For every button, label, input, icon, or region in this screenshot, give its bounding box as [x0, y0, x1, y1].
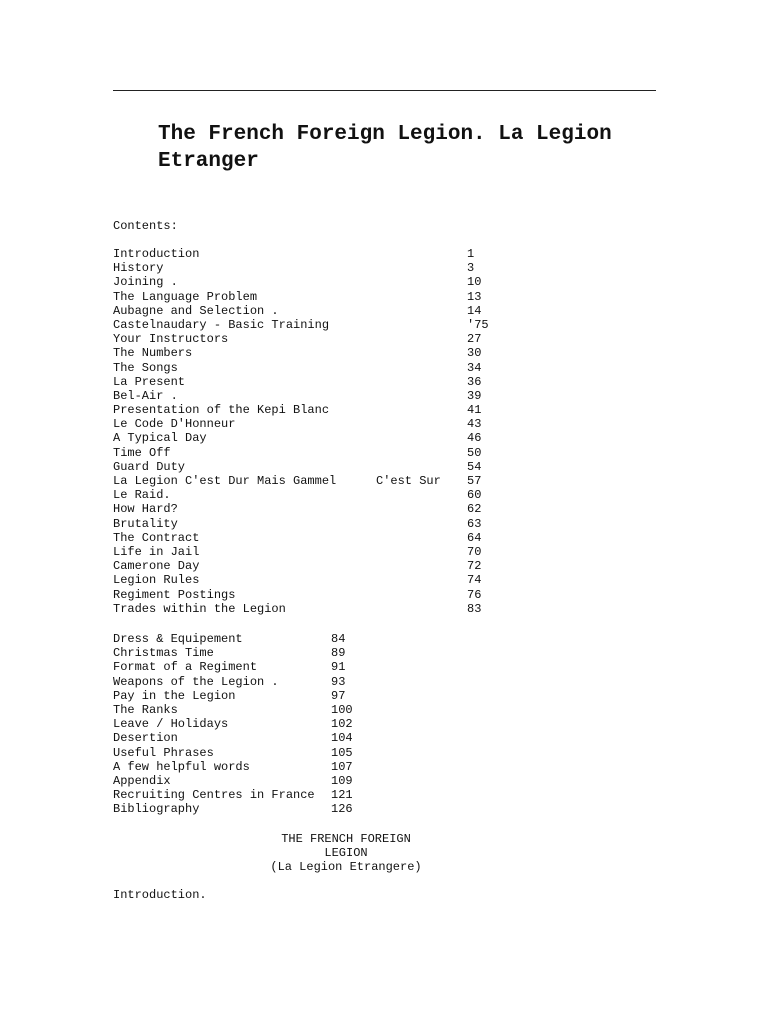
- toc-entry-note: C'est Sur: [376, 474, 441, 488]
- toc-entry-page: 27: [467, 332, 482, 347]
- toc-entry-page: 30: [467, 346, 482, 361]
- toc-entry-title: Introduction: [113, 247, 200, 261]
- toc-entry-page: 74: [467, 573, 482, 588]
- toc-entry-title: Weapons of the Legion .: [113, 674, 279, 689]
- toc-entry-page: 70: [467, 544, 482, 559]
- toc-entry-page: 14: [467, 303, 482, 318]
- toc-entry-page: 54: [467, 459, 482, 474]
- toc-entry-page: 57: [467, 474, 482, 488]
- toc-entry-page: 72: [467, 559, 482, 574]
- toc-entry-title: Brutality: [113, 516, 178, 531]
- toc-entry-page: 34: [467, 360, 482, 375]
- toc-entry-title: La Present: [113, 374, 186, 389]
- toc-entry-page: 39: [467, 388, 482, 403]
- toc-entry-page: 121: [331, 788, 353, 803]
- toc-entry-title: Recruiting Centres in France: [113, 788, 315, 803]
- toc-entry-page: 62: [467, 502, 482, 517]
- contents-label: Contents:: [113, 219, 178, 233]
- toc-entry-page: 102: [331, 717, 353, 732]
- toc-entry-page: 41: [467, 403, 482, 418]
- toc-entry-title: The Ranks: [113, 702, 178, 717]
- toc-entry-title: Leave / Holidays: [113, 717, 229, 732]
- toc-entry-page: 60: [467, 488, 482, 503]
- section-heading-line2: LEGION: [324, 846, 368, 861]
- toc-entry-title: Trades within the Legion: [113, 601, 286, 616]
- toc-entry-page: 107: [331, 759, 353, 774]
- toc-entry-title: Life in Jail: [113, 544, 200, 559]
- toc-entry-title: Your Instructors: [113, 332, 229, 347]
- toc-entry-page: 10: [467, 275, 482, 290]
- toc-entry-title: Pay in the Legion: [113, 688, 236, 703]
- toc-entry-title: Appendix: [113, 773, 171, 788]
- toc-entry-title: Aubagne and Selection .: [113, 303, 279, 318]
- toc-entry-title: Castelnaudary - Basic Training: [113, 317, 330, 332]
- toc-entry-title: Legion Rules: [113, 573, 200, 588]
- toc-entry-title: Joining .: [113, 275, 178, 290]
- toc-entry-page: 93: [331, 674, 346, 689]
- toc-entry-page: 89: [331, 646, 346, 661]
- top-divider: [113, 90, 656, 91]
- toc-entry-page: 1: [467, 247, 475, 261]
- toc-entry-page: '75: [467, 317, 489, 332]
- toc-entry-title: Le Code D'Honneur: [113, 417, 236, 432]
- section-heading-line1: THE FRENCH FOREIGN: [281, 832, 411, 846]
- toc-entry-title: Christmas Time: [113, 646, 214, 661]
- toc-entry-title: Format of a Regiment: [113, 660, 258, 675]
- toc-entry-title: The Songs: [113, 360, 178, 375]
- document-title: The French Foreign Legion. La Legion Etranger: [158, 123, 612, 173]
- toc-entry-page: 43: [467, 417, 482, 432]
- toc-entry-title: Dress & Equipement: [113, 632, 243, 646]
- toc-entry-page: 13: [467, 289, 482, 304]
- section-heading: [113, 832, 579, 875]
- toc-entry-title: La Legion C'est Dur Mais Gammel: [113, 474, 337, 488]
- toc-entry-title: Regiment Postings: [113, 587, 236, 602]
- toc-entry-title: Presentation of the Kepi Blanc: [113, 403, 330, 418]
- toc-entry-title: Desertion: [113, 731, 178, 746]
- section-heading-line3: (La Legion Etrangere): [270, 860, 422, 875]
- toc-entry-title: The Numbers: [113, 346, 193, 361]
- toc-entry-page: 84: [331, 632, 346, 646]
- toc-entry-page: 76: [467, 587, 482, 602]
- toc-entry-page: 83: [467, 601, 482, 616]
- toc-entry-page: 105: [331, 745, 353, 760]
- toc-entry-title: Le Raid.: [113, 488, 171, 503]
- toc-entry-title: Bibliography: [113, 802, 200, 817]
- toc-entry-title: Bel-Air .: [113, 388, 178, 403]
- toc-entry-page: 64: [467, 530, 482, 545]
- toc-entry-page: 91: [331, 660, 346, 675]
- toc-entry-title: A Typical Day: [113, 431, 207, 446]
- toc-entry-title: Useful Phrases: [113, 745, 214, 760]
- toc-entry-page: 3: [467, 261, 475, 276]
- toc-entry-page: 109: [331, 773, 353, 788]
- toc-entry-title: History: [113, 261, 164, 276]
- toc-entry-title: How Hard?: [113, 502, 178, 517]
- toc-entry-page: 63: [467, 516, 482, 531]
- toc-entry-page: 46: [467, 431, 482, 446]
- toc-entry-title: Camerone Day: [113, 559, 200, 574]
- toc-entry-title: A few helpful words: [113, 759, 250, 774]
- toc-entry-page: 104: [331, 731, 353, 746]
- toc-entry-page: 100: [331, 702, 353, 717]
- toc-entry-page: 126: [331, 802, 353, 817]
- introduction-label: Introduction.: [113, 888, 207, 902]
- toc-entry-page: 50: [467, 445, 482, 460]
- toc-entry-page: 36: [467, 374, 482, 389]
- toc-entry-page: 97: [331, 688, 346, 703]
- toc-entry-title: The Language Problem: [113, 289, 258, 304]
- toc-entry-title: Time Off: [113, 445, 171, 460]
- toc-entry-title: Guard Duty: [113, 459, 186, 474]
- toc-entry-title: The Contract: [113, 530, 200, 545]
